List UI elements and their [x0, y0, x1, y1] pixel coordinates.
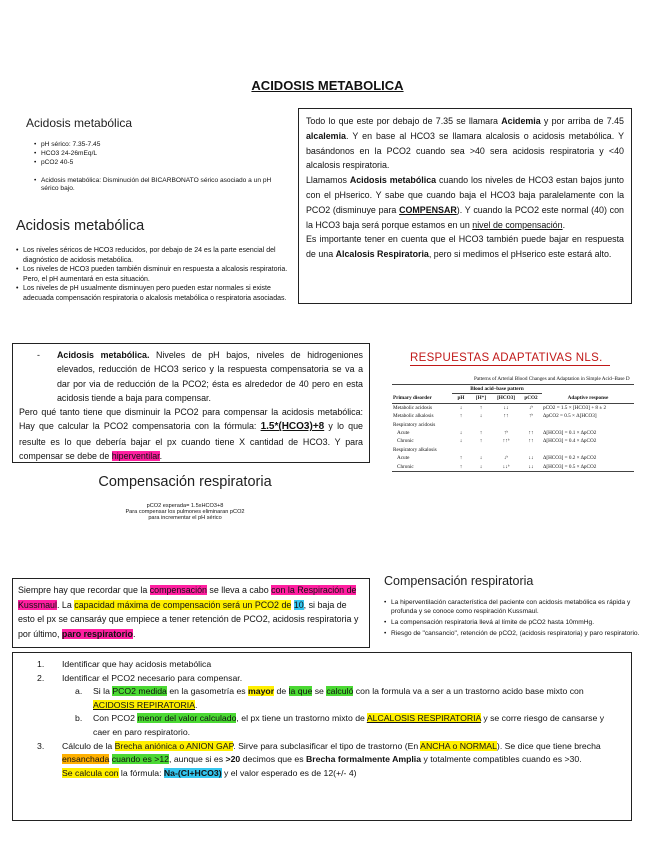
- text-box-kussmaul: [12, 578, 370, 648]
- slide-acidosis-metabolica-1: [24, 116, 282, 216]
- table-row: Respiratory alkalosis: [393, 446, 437, 453]
- paragraph: Siempre hay que recordar que la compensación se lleva a cabo con la Respiración de Kussmaul. La capacidad máxima de compensación será un PCO2 de 10, si baja de esto el px se cansaráy que empiece a tener retención de PCO2, acidosis respiratoria y por último, paro respiratorio.: [18, 585, 359, 639]
- slide-heading: Compensación respiratoria: [98, 474, 272, 490]
- table-row: Metabolic acidosis ↓ ↑ ↓↓ ↓ᵇ pCO2 = 1.5 × [HCO3] + 8 ± 2: [393, 404, 607, 411]
- formula-text: pCO2 esperada= 1.5xHCO3+8: [146, 503, 224, 509]
- list-item: 2. Identificar el PCO2 necesario para compensar.: [37, 672, 243, 683]
- table-header: pCO2: [524, 395, 538, 402]
- list-item: • HCO3 24-26mEq/L: [34, 149, 282, 158]
- list-item: a. Si la PCO2 medida en la gasometría es mayor de la que se calculó con la formula va a ser a un trastorno acido base mixto con ACIDOSIS REPIRATORIA.: [75, 686, 584, 710]
- document-title: ACIDOSIS METABOLICA: [251, 78, 404, 93]
- list-item: 1. Identificar que hay acidosis metabólica: [37, 659, 212, 669]
- dashed-item: - Acidosis metabólica. Niveles de pH bajos, niveles de hidrogeniones elevados, reducción de HCO3 serico y la respuesta compensatoria se va a dar por via de reducción de la PCO2; ésta es alrededor de 40 pero en esta acidosis tiende a baja para compensar.: [37, 350, 363, 403]
- list-item: • La compensación respiratoria llevá al límite de pCO2 hasta 10mmHg.: [384, 618, 652, 627]
- table-header: [HCO3]: [497, 395, 515, 402]
- list-item: b. Con PCO2 menor del valor calculado, el px tiene un trastorno mixto de ALCALOSIS RESPIRATORIA y se corre riesgo de cansarse y caer en paro respiratorio.: [75, 713, 605, 737]
- paragraph: Es importante tener en cuenta que el HCO3 también puede bajar en respuesta de una Alcalosis Respiratoria, pero si medimos el pHserico este estará alto.: [306, 234, 624, 260]
- table-row: Respiratory acidosis: [393, 421, 436, 428]
- paragraph: Llamamos Acidosis metabólica cuando los niveles de HCO3 estan bajos junto con el pHserico. Y sabe que cuando baja el HCO3 baja paralelamente con la PCO2 (disminuye para COMPENSAR). Y cuando la PCO2 este normal (40) con la HCO3 baja será porque estamos en un nivel de compensación.: [306, 175, 624, 230]
- respuestas-adaptativas-figure: [378, 352, 655, 474]
- table-row: Chronic ↑ ↓ ↓↓ᵇ ↓↓ Δ[HCO3] = 0.5 × ΔpCO2: [397, 463, 597, 470]
- list-item: • pH sérico: 7.35-7.45: [34, 140, 282, 149]
- list-item: • Riesgo de "cansancio", retención de pCO2, (acidosis respiratoria) y paro respiratorio.: [384, 629, 652, 638]
- list-item: • Los niveles séricos de HCO3 reducidos, por debajo de 24 es la parte esencial del diagnóstico de acidosis metabólica.: [16, 246, 292, 265]
- table-row: Acute ↑ ↓ ↓ᵇ ↓↓ Δ[HCO3] = 0.2 × ΔpCO2: [397, 455, 597, 462]
- list-item: • Acidosis metabólica: Disminución del BICARBONATO sérico asociado a un pH sérico bajo.: [34, 177, 282, 193]
- figure-title: RESPUESTAS ADAPTATIVAS NLS.: [410, 352, 603, 364]
- slide-heading: Compensación respiratoria: [384, 574, 534, 588]
- table-row: Chronic ↓ ↑ ↑↑ᵇ ↑↑ Δ[HCO3] = 0.4 × ΔpCO2: [397, 438, 597, 445]
- table-caption: Patterns of Arterial Blood Changes and Adaptation in Simple Acid–Base D: [474, 376, 630, 382]
- paragraph: Todo lo que este por debajo de 7.35 se llamara Acidemia y por arriba de 7.45 alcalemia. Y en base al HCO3 se llamara alcalosis o acidosis metabólica. Y basándonos en la PCO2 cuando sea >40 sera acidosis respiratoria y <40 alcalosis respiratoria.: [306, 116, 624, 171]
- table-header: [H⁺]: [475, 395, 487, 402]
- list-item: 3. Cálculo de la Brecha aniónica o ANION GAP. Sirve para subclasificar el tipo de trastorno (En ANCHA o NORMAL). Se dice que tiene brecha ensanchada cuando es >12, aunque si es >20 decimos que es Brecha formalmente Amplia y totalmente compatibles cuando es >30. Se calcula con la fórmula: Na-(Cl+HCO3) y el valor esperado es de 12(+/- 4): [37, 740, 601, 778]
- table-header: Primary disorder: [393, 395, 432, 402]
- list-item: • Los niveles de pH usualmente disminuyen pero pueden estar normales si existe adecuada compensación respiratoria o alcalosis metabólica o respiratoria asociadas.: [16, 284, 292, 303]
- note-text: Para compensar los pulmones eliminaran pCO2: [125, 509, 245, 515]
- slide-compensacion-1: [60, 474, 310, 538]
- acid-base-table: [392, 384, 634, 472]
- slide-acidosis-metabolica-2: [16, 218, 292, 334]
- table-group-header: Blood acid–base pattern: [452, 385, 542, 394]
- text-box-acidosis-metabolica: [12, 343, 370, 463]
- list-item: • pCO2 40-5: [34, 158, 282, 167]
- text-box-pasos: [12, 652, 632, 821]
- slide-heading: Acidosis metabólica: [26, 116, 133, 130]
- table-row: Metabolic alkalosis ↑ ↓ ↑↑ ↑ᵇ ΔpCO2 = 0.5 × Δ[HCO3]: [393, 413, 597, 420]
- slide-heading: Acidosis metabólica: [16, 218, 145, 234]
- table-header: pH: [457, 395, 465, 402]
- list-item: • Los niveles de HCO3 pueden también disminuir en respuesta a alcalosis respiratoria. Pero, el pH aumentará en esta situación.: [16, 265, 292, 284]
- table-header: Adaptive response: [567, 395, 609, 402]
- list-item: • La hiperventilación característica del paciente con acidosis metabólica es rápida y profunda y se conoce como respiración Kussmaul.: [384, 598, 652, 616]
- paragraph: Pero qué tanto tiene que disminuir la PCO2 para compensar la acidosis metabólica: Hay que calcular la PCO2 compensatoria con la fórmula: 1.5*(HCO3)+8 y lo que resulte es lo que debería bajar el px cuando tiene X cantidad de HCO3. Y para compensar se debe de hiperventilar.: [19, 407, 363, 462]
- text-box-acidemia: [298, 108, 632, 304]
- table-row: Acute ↓ ↑ ↑ᵇ ↑↑ Δ[HCO3] = 0.1 × ΔpCO2: [397, 430, 597, 437]
- note-text: para incrementar el pH sérico: [148, 515, 222, 521]
